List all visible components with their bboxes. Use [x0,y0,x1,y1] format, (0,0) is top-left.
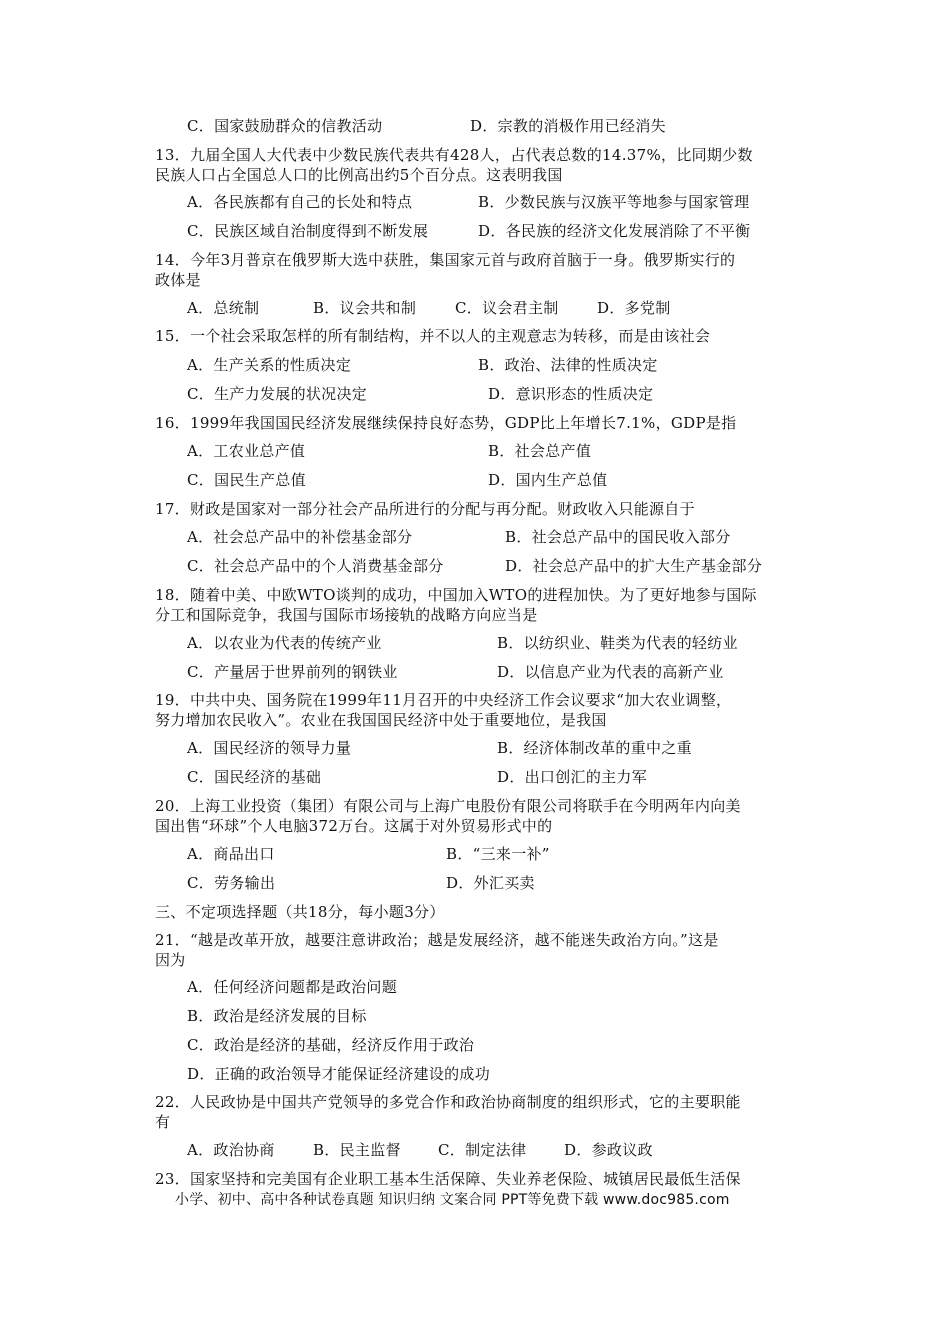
q18-option-c: C．产量居于世界前列的钢铁业 [187,663,398,681]
q18-option-d: D．以信息产业为代表的高新产业 [497,663,724,681]
q21-stem: 21．“越是改革开放，越要注意讲政治；越是发展经济，越不能迷失政治方向。”这是 [155,931,719,949]
q18-stem-cont: 分工和国际竞争，我国与国际市场接轨的战略方向应当是 [155,606,538,624]
q22-stem: 22．人民政协是中国共产党领导的多党合作和政治协商制度的组织形式，它的主要职能 [155,1093,741,1111]
q17-option-c: C．社会总产品中的个人消费基金部分 [187,557,444,575]
q16-option-c: C．国民生产总值 [187,471,306,489]
q17-option-b: B．社会总产品中的国民收入部分 [505,528,731,546]
q17-option-d: D．社会总产品中的扩大生产基金部分 [505,557,763,575]
q21-option-b: B．政治是经济发展的目标 [187,1007,367,1025]
q14-option-d: D．多党制 [597,299,671,317]
q21-option-a: A．任何经济问题都是政治问题 [187,978,398,996]
q22-option-c: C．制定法律 [438,1141,527,1159]
q13-option-d: D．各民族的经济文化发展消除了不平衡 [478,222,751,240]
q13-stem-cont: 民族人口占全国总人口的比例高出约5个百分点。这表明我国 [155,166,563,184]
q18-option-a: A．以农业为代表的传统产业 [187,634,382,652]
q19-option-c: C．国民经济的基础 [187,768,322,786]
q18-stem: 18．随着中美、中欧WTO谈判的成功，中国加入WTO的进程加快。为了更好地参与国际 [155,586,757,604]
section-heading: 三、不定项选择题（共18分，每小题3分） [155,903,445,921]
q12-option-c: C．国家鼓励群众的信教活动 [187,117,383,135]
q16-option-b: B．社会总产值 [488,442,592,460]
q19-stem: 19．中共中央、国务院在1999年11月召开的中央经济工作会议要求“加大农业调整， [155,691,732,709]
q17-stem: 17．财政是国家对一部分社会产品所进行的分配与再分配。财政收入只能源自于 [155,500,695,518]
q20-option-a: A．商品出口 [187,845,275,863]
q15-stem: 15．一个社会采取怎样的所有制结构，并不以人的主观意志为转移，而是由该社会 [155,327,711,345]
footer-ad: 小学、初中、高中各种试卷真题 知识归纳 文案合同 PPT等免费下载 www.doc985.com [175,1192,730,1208]
q20-option-c: C．劳务输出 [187,874,276,892]
q22-stem-cont: 有 [155,1113,171,1131]
q23-stem: 23．国家坚持和完美国有企业职工基本生活保障、失业养老保险、城镇居民最低生活保 [155,1170,741,1188]
q21-option-c: C．政治是经济的基础，经济反作用于政治 [187,1036,475,1054]
q13-option-c: C．民族区域自治制度得到不断发展 [187,222,429,240]
q15-option-c: C．生产力发展的状况决定 [187,385,368,403]
q18-option-b: B．以纺织业、鞋类为代表的轻纺业 [497,634,738,652]
q16-option-a: A．工农业总产值 [187,442,306,460]
q19-option-d: D．出口创汇的主力军 [497,768,648,786]
q13-stem: 13．九届全国人大代表中少数民族代表共有428人，占代表总数的14.37%，比同期少数 [155,146,753,164]
q14-option-c: C．议会君主制 [455,299,559,317]
q13-option-b: B．少数民族与汉族平等地参与国家管理 [478,193,750,211]
q22-option-d: D．参政议政 [564,1141,653,1159]
q21-option-d: D．正确的政治领导才能保证经济建设的成功 [187,1065,491,1083]
q15-option-d: D．意识形态的性质决定 [488,385,654,403]
q17-option-a: A．社会总产品中的补偿基金部分 [187,528,413,546]
q19-option-a: A．国民经济的领导力量 [187,739,352,757]
q14-option-b: B．议会共和制 [313,299,417,317]
q15-option-a: A．生产关系的性质决定 [187,356,352,374]
q14-stem-cont: 政体是 [155,271,201,289]
q16-option-d: D．国内生产总值 [488,471,608,489]
q22-option-a: A．政治协商 [187,1141,275,1159]
q20-option-d: D．外汇买卖 [446,874,535,892]
q20-stem-cont: 国出售“环球”个人电脑372万台。这属于对外贸易形式中的 [155,817,553,835]
q22-option-b: B．民主监督 [313,1141,401,1159]
q14-option-a: A．总统制 [187,299,260,317]
q14-stem: 14．今年3月普京在俄罗斯大选中获胜，集国家元首与政府首脑于一身。俄罗斯实行的 [155,251,736,269]
q19-option-b: B．经济体制改革的重中之重 [497,739,692,757]
q13-option-a: A．各民族都有自己的长处和特点 [187,193,413,211]
q19-stem-cont: 努力增加农民收入”。农业在我国国民经济中处于重要地位，是我国 [155,711,607,729]
q20-option-b: B．“三来一补” [446,845,550,863]
q21-stem-cont: 因为 [155,951,186,969]
q15-option-b: B．政治、法律的性质决定 [478,356,658,374]
q16-stem: 16．1999年我国国民经济发展继续保持良好态势，GDP比上年增长7.1%，GDP是指 [155,414,737,432]
q20-stem: 20．上海工业投资（集团）有限公司与上海广电股份有限公司将联手在今明两年内向美 [155,797,741,815]
q12-option-d: D．宗教的消极作用已经消失 [470,117,666,135]
